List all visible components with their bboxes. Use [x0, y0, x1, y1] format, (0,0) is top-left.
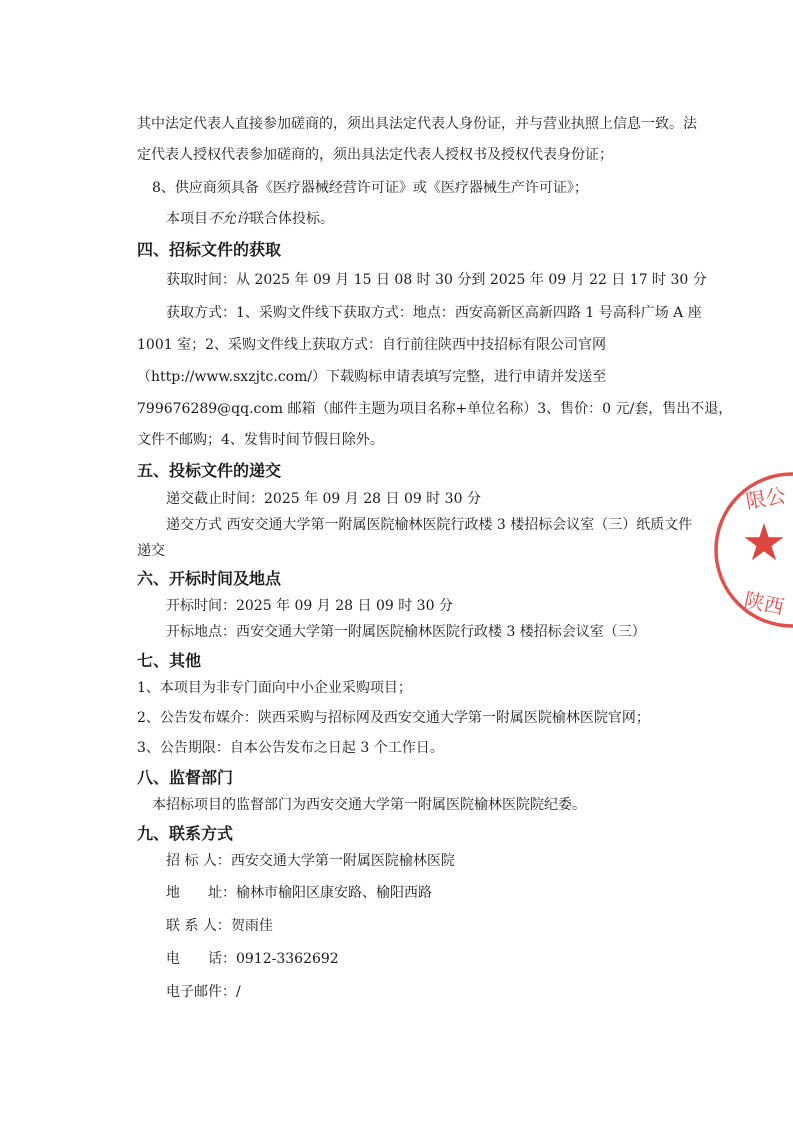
official-seal — [712, 468, 793, 638]
phone-value: 0912-3362692 — [236, 951, 339, 967]
consortium-emphasis: 不允许 — [208, 211, 250, 227]
obtain-method-line-2: 1001 室；2、采购文件线上获取方式：自行前往陕西中技招标有限公司官网 — [137, 337, 606, 353]
section-8-heading: 八、监督部门 — [137, 768, 234, 787]
contact-address — [166, 883, 432, 903]
obtain-time: 获取时间：从 2025 年 09 月 15 日 08 时 30 分到 2025 年 09 月 22 日 17 时 30 分 — [166, 272, 707, 288]
contact-phone — [166, 949, 339, 969]
consortium-prefix: 本项目 — [166, 211, 208, 227]
other-item-2: 2、公告发布媒介：陕西采购与招标网及西安交通大学第一附属医院榆林医院官网； — [137, 710, 650, 726]
address-label: 地 — [166, 885, 180, 901]
section-4-heading: 四、招标文件的获取 — [137, 240, 282, 259]
submission-deadline: 递交截止时间：2025 年 09 月 28 日 09 时 30 分 — [166, 491, 481, 507]
seal-text-top: 限公 — [743, 483, 788, 514]
other-item-1: 1、本项目为非专门面向中小企业采购项目； — [137, 680, 412, 696]
requirement-item-8: 8、供应商须具备《医疗器械经营许可证》或《医疗器械生产许可证》； — [152, 180, 588, 196]
phone-label: 电 — [166, 951, 180, 967]
seal-star-icon — [744, 523, 783, 560]
opening-time: 开标时间：2025 年 09 月 28 日 09 时 30 分 — [166, 598, 453, 614]
contact-tenderer: 招 标 人：西安交通大学第一附属医院榆林医院 — [166, 853, 455, 869]
other-item-3: 3、公告期限：自本公告发布之日起 3 个工作日。 — [137, 740, 444, 756]
consortium-note — [166, 209, 334, 229]
supervision-text: 本招标项目的监督部门为西安交通大学第一附属医院榆林医院院纪委。 — [152, 797, 586, 813]
obtain-method-line-4: 799676289@qq.com 邮箱（邮件主题为项目名称+单位名称）3、售价：0 元/套，售出不退， — [137, 401, 733, 417]
obtain-method-line-3: （http://www.sxzjtc.com/）下载购标申请表填写完整，进行申请并发送至 — [137, 369, 607, 385]
contact-email: 电子邮件：/ — [166, 984, 241, 1000]
address-colon: 址： — [208, 885, 236, 901]
phone-colon: 话： — [208, 951, 236, 967]
intro-line-1: 其中法定代表人直接参加磋商的，须出具法定代表人身份证，并与营业执照上信息一致。法 — [137, 116, 697, 132]
section-9-heading: 九、联系方式 — [137, 824, 234, 843]
section-5-heading: 五、投标文件的递交 — [137, 461, 282, 480]
section-7-heading: 七、其他 — [137, 651, 202, 670]
contact-person: 联 系 人：贺雨佳 — [166, 918, 273, 934]
submission-method-line-1: 递交方式 西安交通大学第一附属医院榆林医院行政楼 3 楼招标会议室（三）纸质文件 — [166, 517, 693, 533]
obtain-method-line-1: 获取方式：1、采购文件线下获取方式：地点：西安高新区高新四路 1 号高科广场 A 座 — [166, 305, 702, 321]
section-6-heading: 六、开标时间及地点 — [137, 569, 282, 588]
seal-text-bottom: 陕西 — [742, 587, 787, 620]
intro-line-2: 定代表人授权代表参加磋商的，须出具法定代表人授权书及授权代表身份证； — [137, 147, 613, 163]
submission-method-line-2: 递交 — [137, 543, 165, 559]
obtain-method-line-5: 文件不邮购；4、发售时间节假日除外。 — [137, 432, 384, 448]
opening-place: 开标地点：西安交通大学第一附属医院榆林医院行政楼 3 楼招标会议室（三） — [166, 624, 646, 640]
consortium-suffix: 联合体投标。 — [250, 211, 334, 227]
address-value: 榆林市榆阳区康安路、榆阳西路 — [236, 885, 432, 901]
